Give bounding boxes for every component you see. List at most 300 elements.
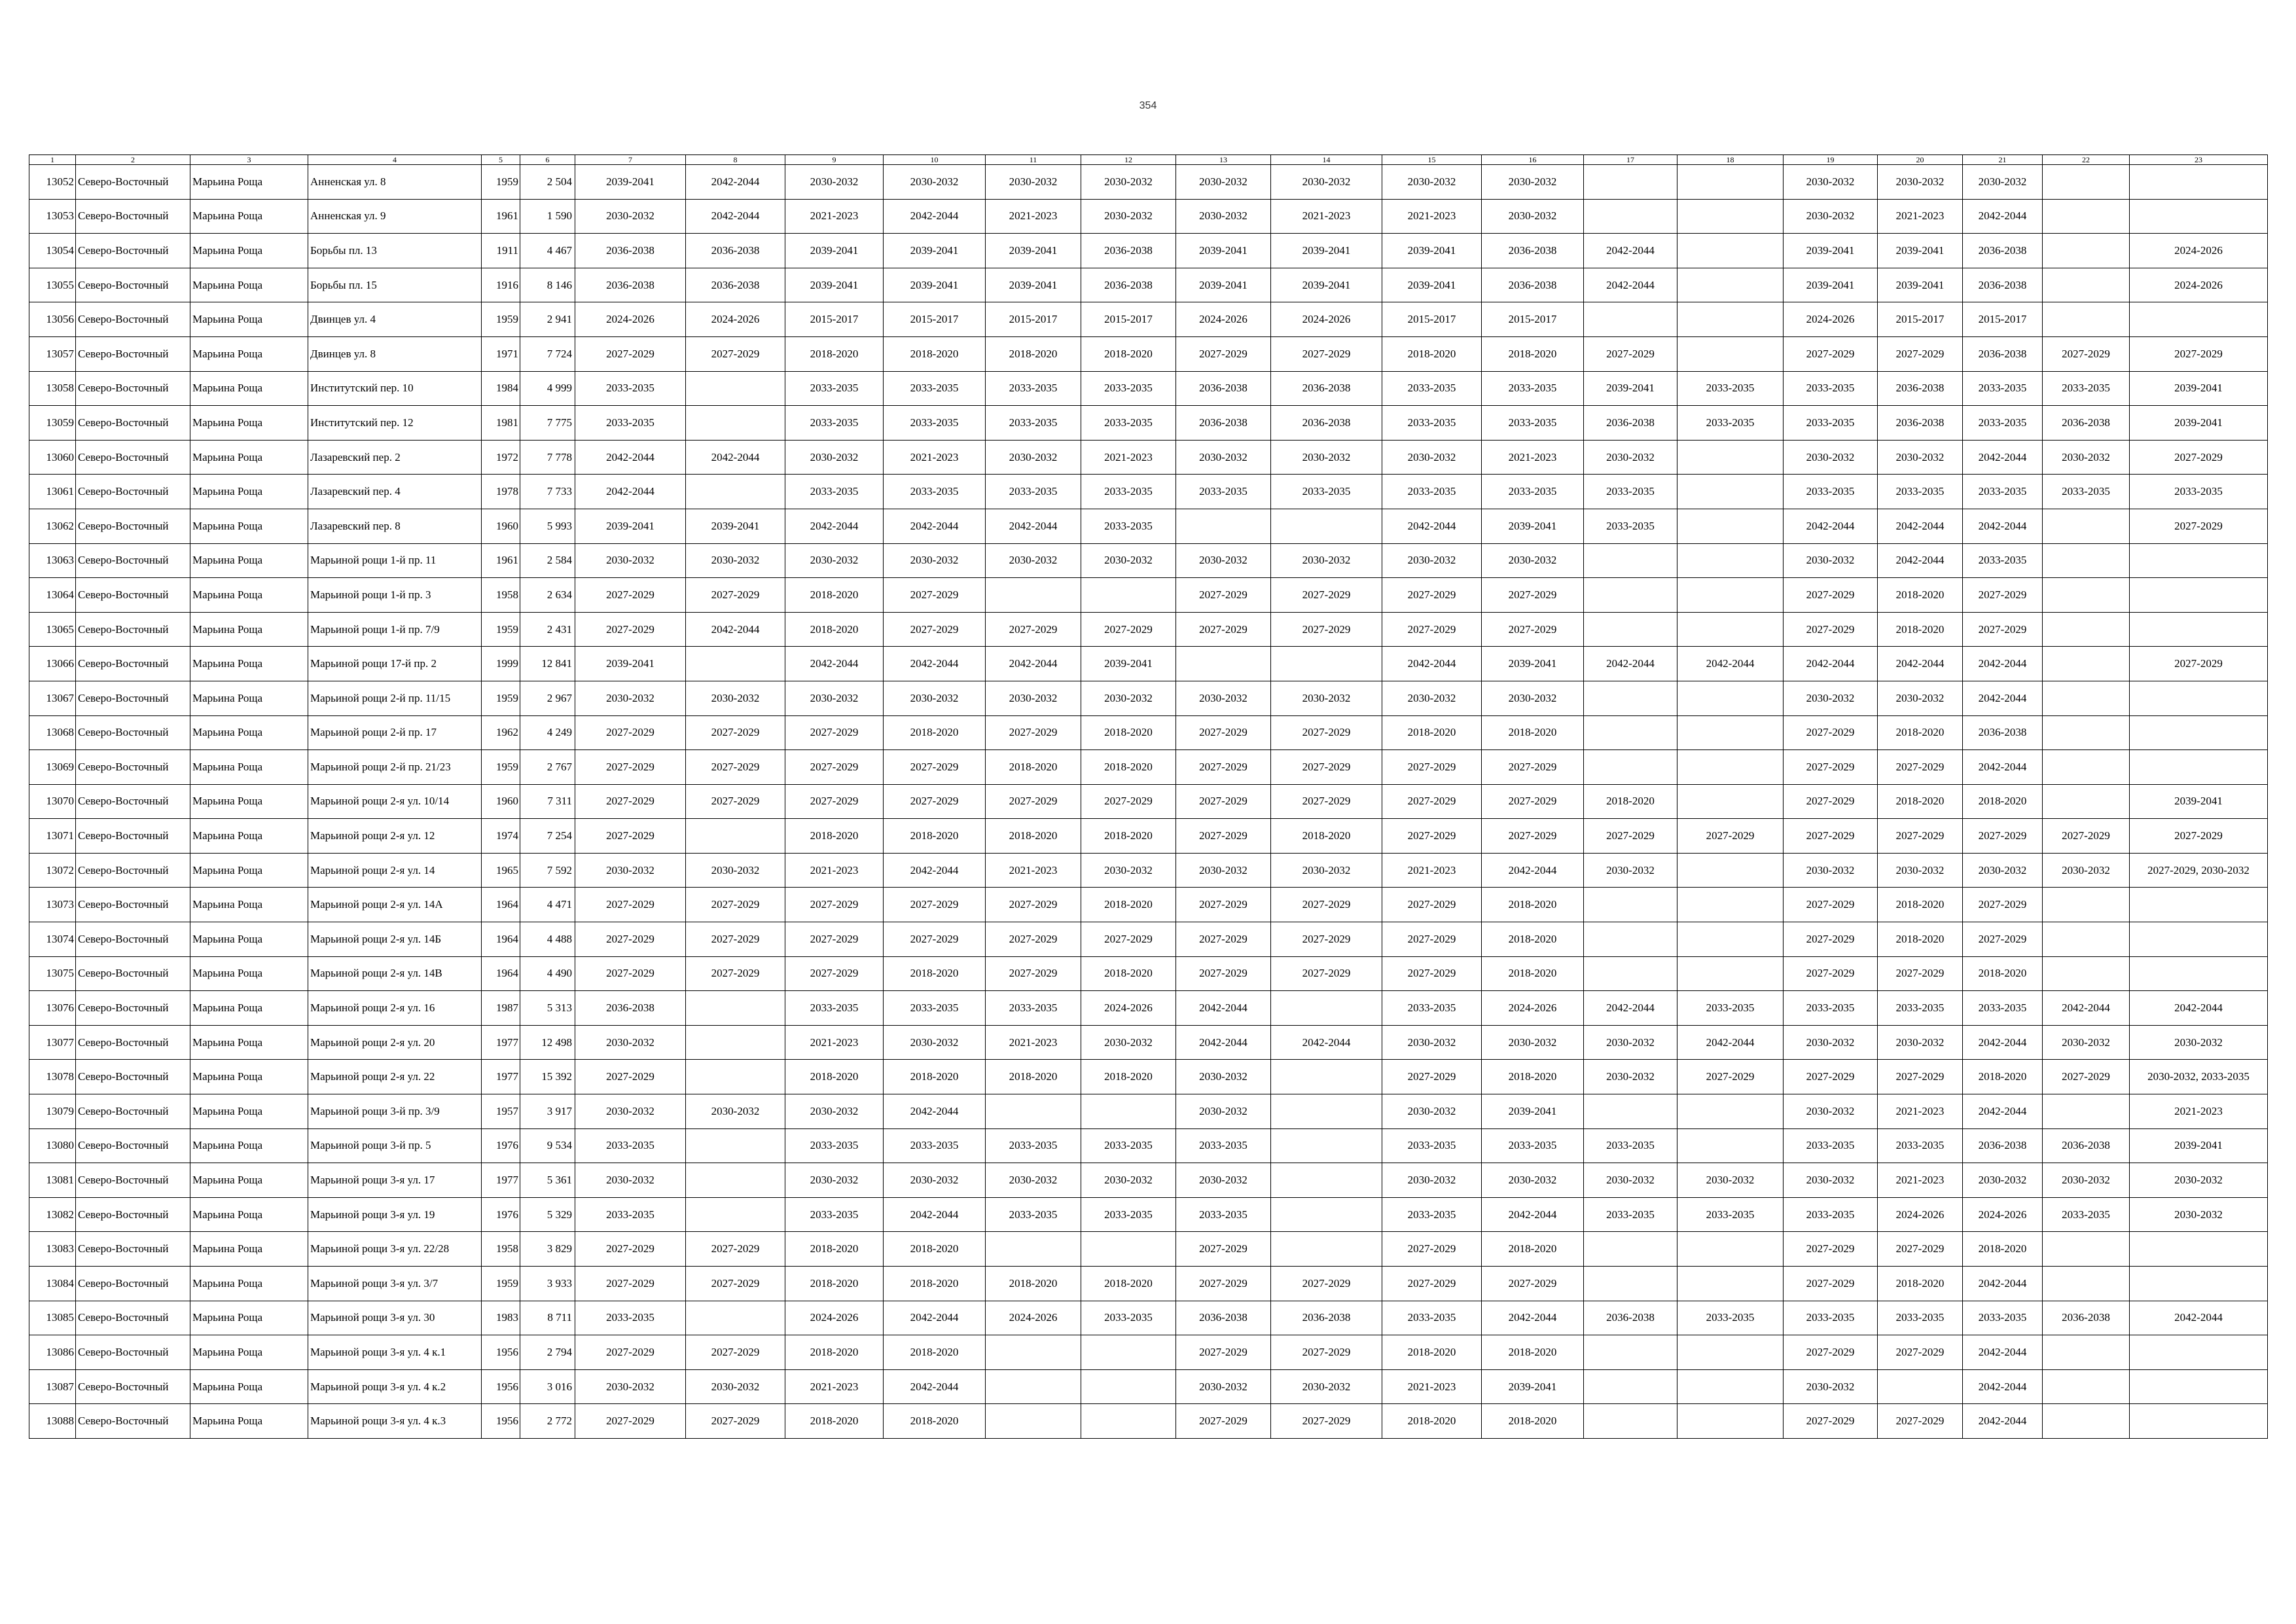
table-cell: 2033-2035 [986,371,1081,406]
table-cell [1677,922,1784,957]
table-cell: 2030-2032 [575,1025,686,1060]
table-cell: 2021-2023 [1382,853,1482,888]
table-cell [1584,888,1677,922]
table-cell: 2039-2041 [1878,234,1963,268]
table-cell: 2033-2035 [1382,371,1482,406]
table-cell: Северо-Восточный [76,647,190,681]
table-cell: 2027-2029 [986,715,1081,750]
column-number: 12 [1081,155,1176,165]
table-cell: 2033-2035 [1382,475,1482,509]
table-cell: Марьина Роща [190,234,308,268]
table-cell: 13072 [29,853,76,888]
table-cell: 2018-2020 [1482,1060,1584,1094]
table-cell: 2030-2032 [686,1369,785,1404]
table-cell: 2030-2032 [1271,1369,1382,1404]
table-cell: 2033-2035 [1963,1301,2043,1335]
table-cell [686,991,785,1026]
table-cell: 2033-2035 [1176,1197,1271,1232]
table-cell: 2030-2032 [1382,543,1482,578]
table-cell: Марьиной рощи 3-я ул. 3/7 [308,1267,482,1301]
table-cell: 2027-2029 [1176,888,1271,922]
table-cell: Марьина Роща [190,1163,308,1198]
table-cell: 2027-2029 [884,750,986,785]
table-cell: 2042-2044 [785,647,884,681]
table-cell: 1961 [482,199,520,234]
table-cell: 13073 [29,888,76,922]
table-cell: Двинцев ул. 8 [308,336,482,371]
table-cell: 7 733 [520,475,575,509]
table-cell: 2027-2029 [1878,750,1963,785]
table-cell [986,578,1081,613]
table-cell: 9 534 [520,1128,575,1163]
table-cell: 2042-2044 [686,440,785,475]
table-cell: 2018-2020 [1482,956,1584,991]
table-cell [1677,440,1784,475]
table-cell: 2033-2035 [1584,1128,1677,1163]
table-cell: 2033-2035 [1382,406,1482,441]
table-cell: 2030-2032 [884,165,986,200]
table-cell: 15 392 [520,1060,575,1094]
table-cell: 2033-2035 [884,475,986,509]
column-number: 23 [2130,155,2268,165]
table-cell: 2027-2029 [2043,819,2130,854]
table-cell: Северо-Восточный [76,1197,190,1232]
table-cell: 2018-2020 [785,1232,884,1267]
column-number: 8 [686,155,785,165]
table-cell: 2 584 [520,543,575,578]
table-row [29,888,2268,922]
table-cell: 2027-2029 [1271,1267,1382,1301]
table-cell: 13078 [29,1060,76,1094]
table-cell: 2042-2044 [1878,543,1963,578]
table-cell [2043,1404,2130,1439]
table-cell [1878,1369,1963,1404]
table-cell: 2030-2032 [575,853,686,888]
table-cell: 2033-2035 [1963,991,2043,1026]
table-cell: 2039-2041 [686,509,785,543]
table-cell: Северо-Восточный [76,853,190,888]
table-cell: 2027-2029, 2030-2032 [2130,853,2268,888]
column-number: 6 [520,155,575,165]
table-cell: 2018-2020 [986,336,1081,371]
table-cell: 2018-2020 [1963,1060,2043,1094]
table-cell [1271,1128,1382,1163]
table-row [29,234,2268,268]
table-cell [2130,1369,2268,1404]
table-cell: 2018-2020 [785,1404,884,1439]
table-cell: 2027-2029 [1784,888,1878,922]
table-cell: 2042-2044 [884,509,986,543]
table-cell: 2021-2023 [1482,440,1584,475]
table-cell: 2033-2035 [1176,475,1271,509]
table-cell: Марьина Роща [190,199,308,234]
table-cell: Марьина Роща [190,1060,308,1094]
table-cell: 1958 [482,1232,520,1267]
table-cell: Северо-Восточный [76,1369,190,1404]
table-cell: Марьиной рощи 2-я ул. 20 [308,1025,482,1060]
table-cell: 2039-2041 [1784,234,1878,268]
table-cell [1677,336,1784,371]
table-cell [2130,302,2268,337]
table-cell: 2036-2038 [1271,371,1382,406]
table-row [29,302,2268,337]
table-cell: 2027-2029 [1878,819,1963,854]
table-cell: 2042-2044 [1963,1094,2043,1129]
table-cell [2130,199,2268,234]
table-cell: 2027-2029 [884,784,986,819]
table-cell: 1965 [482,853,520,888]
table-cell: Борьбы пл. 13 [308,234,482,268]
table-cell: 2027-2029 [686,578,785,613]
table-cell: Марьиной рощи 1-й пр. 3 [308,578,482,613]
table-cell: 2018-2020 [986,1060,1081,1094]
table-cell: 2027-2029 [785,784,884,819]
column-number: 22 [2043,155,2130,165]
table-cell: Марьина Роща [190,1025,308,1060]
table-cell: Марьиной рощи 2-я ул. 14Б [308,922,482,957]
table-cell: 2018-2020 [1878,888,1963,922]
table-cell: 2033-2035 [1677,371,1784,406]
table-cell: Марьиной рощи 3-й пр. 3/9 [308,1094,482,1129]
table-cell: 2024-2026 [1081,991,1176,1026]
table-row [29,1232,2268,1267]
table-cell: 2036-2038 [1271,1301,1382,1335]
table-cell: Марьиной рощи 2-й пр. 11/15 [308,681,482,715]
table-cell [1677,681,1784,715]
table-cell [2043,268,2130,302]
table-cell: 2018-2020 [884,336,986,371]
table-cell [986,1404,1081,1439]
table-cell: 2018-2020 [1081,750,1176,785]
table-cell: Марьиной рощи 2-я ул. 16 [308,991,482,1026]
table-cell: 2018-2020 [986,819,1081,854]
table-cell: 2027-2029 [1482,578,1584,613]
table-cell: 2033-2035 [1784,1197,1878,1232]
table-cell: 2030-2032 [986,681,1081,715]
table-cell: 2018-2020 [884,1404,986,1439]
table-cell: 2030-2032 [1584,1163,1677,1198]
table-cell: Марьина Роща [190,165,308,200]
table-cell: 2030-2032 [2043,1025,2130,1060]
table-cell: 13068 [29,715,76,750]
table-cell: 1959 [482,1267,520,1301]
table-cell: 2030-2032 [986,543,1081,578]
column-number: 18 [1677,155,1784,165]
table-cell [1584,1335,1677,1370]
table-cell: 13059 [29,406,76,441]
table-cell [2130,1335,2268,1370]
table-cell: 2033-2035 [1584,509,1677,543]
table-cell: 4 999 [520,371,575,406]
table-cell: 2021-2023 [785,853,884,888]
table-cell: 2033-2035 [785,475,884,509]
table-cell: 2018-2020 [785,612,884,647]
table-cell [1677,509,1784,543]
table-cell: 2033-2035 [1176,1128,1271,1163]
table-cell: Северо-Восточный [76,1060,190,1094]
table-row [29,1060,2268,1094]
table-cell: 13052 [29,165,76,200]
table-cell: Северо-Восточный [76,1335,190,1370]
table-row [29,853,2268,888]
table-cell: 2027-2029 [686,715,785,750]
table-cell: 13088 [29,1404,76,1439]
table-row [29,1197,2268,1232]
table-cell: Северо-Восточный [76,681,190,715]
table-row [29,1404,2268,1439]
table-cell: 2036-2038 [1271,406,1382,441]
table-cell: 1916 [482,268,520,302]
table-cell: 2042-2044 [1584,268,1677,302]
table-cell [1584,1094,1677,1129]
table-cell: 2024-2026 [2130,234,2268,268]
table-cell: 2030-2032 [1081,681,1176,715]
table-cell: 2030-2032 [785,165,884,200]
table-cell: 2033-2035 [2043,371,2130,406]
table-cell: 1987 [482,991,520,1026]
table-cell [986,1335,1081,1370]
table-cell: 2030-2032 [1482,165,1584,200]
table-cell: 2021-2023 [785,1025,884,1060]
table-cell: 13081 [29,1163,76,1198]
table-cell [1081,1404,1176,1439]
table-cell: 2027-2029 [785,956,884,991]
table-cell: 8 146 [520,268,575,302]
table-cell: 2015-2017 [986,302,1081,337]
table-cell: 2027-2029 [1176,612,1271,647]
table-cell: 2018-2020 [1482,1404,1584,1439]
table-cell: 2 767 [520,750,575,785]
table-cell [1271,1163,1382,1198]
table-cell: 2042-2044 [1963,1369,2043,1404]
table-cell: 2027-2029 [575,612,686,647]
table-cell: 2042-2044 [1677,647,1784,681]
table-cell: 2036-2038 [2043,1301,2130,1335]
table-cell: 2042-2044 [2043,991,2130,1026]
table-cell: 2027-2029 [1271,1404,1382,1439]
table-row [29,1094,2268,1129]
table-cell: 2018-2020 [1382,1404,1482,1439]
table-cell: 2033-2035 [1081,475,1176,509]
table-cell: 2039-2041 [2130,371,2268,406]
column-number: 21 [1963,155,2043,165]
table-cell: 4 490 [520,956,575,991]
table-cell: 2033-2035 [1784,475,1878,509]
table-cell: 2 634 [520,578,575,613]
table-cell [686,1025,785,1060]
table-cell: 2033-2035 [1382,1197,1482,1232]
table-cell [1677,578,1784,613]
table-cell: 2030-2032 [1784,681,1878,715]
table-cell: Марьина Роща [190,750,308,785]
table-cell: 2027-2029 [1878,956,1963,991]
table-cell: 2024-2026 [1176,302,1271,337]
table-cell: 2042-2044 [686,165,785,200]
table-cell: Северо-Восточный [76,1232,190,1267]
table-cell: 2030-2032 [1176,1369,1271,1404]
table-cell: 2027-2029 [986,888,1081,922]
table-cell [1677,853,1784,888]
table-cell: 2042-2044 [686,199,785,234]
table-cell: 2042-2044 [1784,509,1878,543]
table-cell: 1983 [482,1301,520,1335]
table-cell: 2033-2035 [1584,1197,1677,1232]
table-cell: 2039-2041 [1784,268,1878,302]
column-number: 2 [76,155,190,165]
table-cell: 1972 [482,440,520,475]
table-cell: 2024-2026 [1878,1197,1963,1232]
table-cell: 2030-2032 [1584,1060,1677,1094]
table-cell: 2030-2032 [1081,165,1176,200]
table-row [29,440,2268,475]
table-cell: 2042-2044 [575,440,686,475]
table-cell: 2024-2026 [2130,268,2268,302]
table-row [29,509,2268,543]
table-cell: 4 249 [520,715,575,750]
table-cell [986,1094,1081,1129]
table-cell [1677,1335,1784,1370]
table-cell: 2033-2035 [575,406,686,441]
table-cell: 13062 [29,509,76,543]
table-cell: 2027-2029 [575,888,686,922]
table-cell: Лазаревский пер. 2 [308,440,482,475]
table-cell: Марьина Роща [190,991,308,1026]
table-cell: 2036-2038 [1963,336,2043,371]
table-cell: 7 254 [520,819,575,854]
table-cell [2043,1369,2130,1404]
table-cell: Северо-Восточный [76,956,190,991]
table-cell: 2030-2032 [1963,165,2043,200]
table-cell: 2027-2029 [1382,1232,1482,1267]
table-cell: 2027-2029 [1482,819,1584,854]
table-cell: 2027-2029 [686,1267,785,1301]
table-cell: 13065 [29,612,76,647]
table-cell: 2030-2032 [986,165,1081,200]
table-cell [1677,165,1784,200]
table-cell: 2015-2017 [1878,302,1963,337]
table-cell: 2027-2029 [1176,956,1271,991]
table-cell [2130,888,2268,922]
table-cell: Северо-Восточный [76,1128,190,1163]
table-cell: 2033-2035 [986,406,1081,441]
table-cell: 2027-2029 [1176,1232,1271,1267]
table-cell: 2033-2035 [884,1128,986,1163]
table-cell: 2030-2032 [785,543,884,578]
table-cell: 2042-2044 [2130,1301,2268,1335]
table-cell: 2027-2029 [2043,336,2130,371]
table-cell: 2036-2038 [1482,268,1584,302]
table-cell [1677,888,1784,922]
table-cell: 2036-2038 [1584,406,1677,441]
table-cell: 2018-2020 [884,819,986,854]
table-cell: 2027-2029 [686,784,785,819]
table-cell: 1960 [482,509,520,543]
table-cell: 13064 [29,578,76,613]
table-cell: 2018-2020 [1081,1267,1176,1301]
table-cell: 2030-2032 [1382,1025,1482,1060]
table-cell: 2033-2035 [1081,1301,1176,1335]
table-cell [1584,681,1677,715]
table-cell: 2021-2023 [785,1369,884,1404]
table-cell: 2027-2029 [1963,888,2043,922]
table-cell: 2018-2020 [1878,922,1963,957]
table-cell: Марьиной рощи 2-й пр. 21/23 [308,750,482,785]
table-cell: 2018-2020 [1482,1232,1584,1267]
table-cell: 2018-2020 [884,1335,986,1370]
table-cell: 2030-2032 [1081,1163,1176,1198]
table-cell: 2024-2026 [686,302,785,337]
table-cell: 1911 [482,234,520,268]
table-row [29,1025,2268,1060]
table-cell: 2027-2029 [2130,819,2268,854]
table-row [29,268,2268,302]
table-cell: 2030-2032 [686,853,785,888]
table-cell: 2042-2044 [1963,647,2043,681]
table-cell: 2027-2029 [986,922,1081,957]
table-cell: Марьина Роща [190,440,308,475]
schedule-table [29,154,2268,1439]
table-cell: 7 724 [520,336,575,371]
table-cell: 2033-2035 [575,1128,686,1163]
table-cell: 2027-2029 [1878,1335,1963,1370]
table-cell: 3 016 [520,1369,575,1404]
table-cell: 2027-2029 [1963,819,2043,854]
table-cell: 2042-2044 [686,612,785,647]
table-cell: Северо-Восточный [76,819,190,854]
table-cell: 2033-2035 [1677,1301,1784,1335]
table-cell: 2042-2044 [1176,991,1271,1026]
table-cell: 2042-2044 [1963,440,2043,475]
table-cell: Северо-Восточный [76,1025,190,1060]
table-cell: 2030-2032 [1382,1094,1482,1129]
table-cell [1271,1060,1382,1094]
table-cell [1584,956,1677,991]
table-cell: 2027-2029 [1382,578,1482,613]
table-cell: 2018-2020 [884,956,986,991]
table-cell: 2027-2029 [2130,647,2268,681]
table-cell: 2042-2044 [884,1094,986,1129]
table-cell: 13086 [29,1335,76,1370]
table-cell: 2030-2032 [1784,543,1878,578]
table-cell: 2018-2020 [1081,715,1176,750]
table-cell: 13076 [29,991,76,1026]
table-cell: 4 488 [520,922,575,957]
table-cell: 2036-2038 [1963,715,2043,750]
table-cell: Марьина Роща [190,1197,308,1232]
table-cell: 2018-2020 [1482,336,1584,371]
table-cell: 2039-2041 [1382,234,1482,268]
table-cell: 2018-2020 [1878,784,1963,819]
table-cell: Марьиной рощи 3-я ул. 4 к.3 [308,1404,482,1439]
table-cell: Северо-Восточный [76,165,190,200]
table-cell: 2015-2017 [1081,302,1176,337]
table-row [29,406,2268,441]
table-cell: 2039-2041 [1482,647,1584,681]
table-row [29,819,2268,854]
table-cell: Марьина Роща [190,406,308,441]
table-cell: 2030-2032 [686,543,785,578]
table-cell: 2018-2020 [785,819,884,854]
table-cell: 2033-2035 [2043,1197,2130,1232]
table-cell: Марьина Роща [190,1128,308,1163]
table-cell: 2 504 [520,165,575,200]
table-row [29,475,2268,509]
table-cell [2043,234,2130,268]
table-cell: 2030-2032 [785,1094,884,1129]
table-cell: 2042-2044 [785,509,884,543]
table-cell: 2027-2029 [575,819,686,854]
table-cell: 2027-2029 [1784,1267,1878,1301]
